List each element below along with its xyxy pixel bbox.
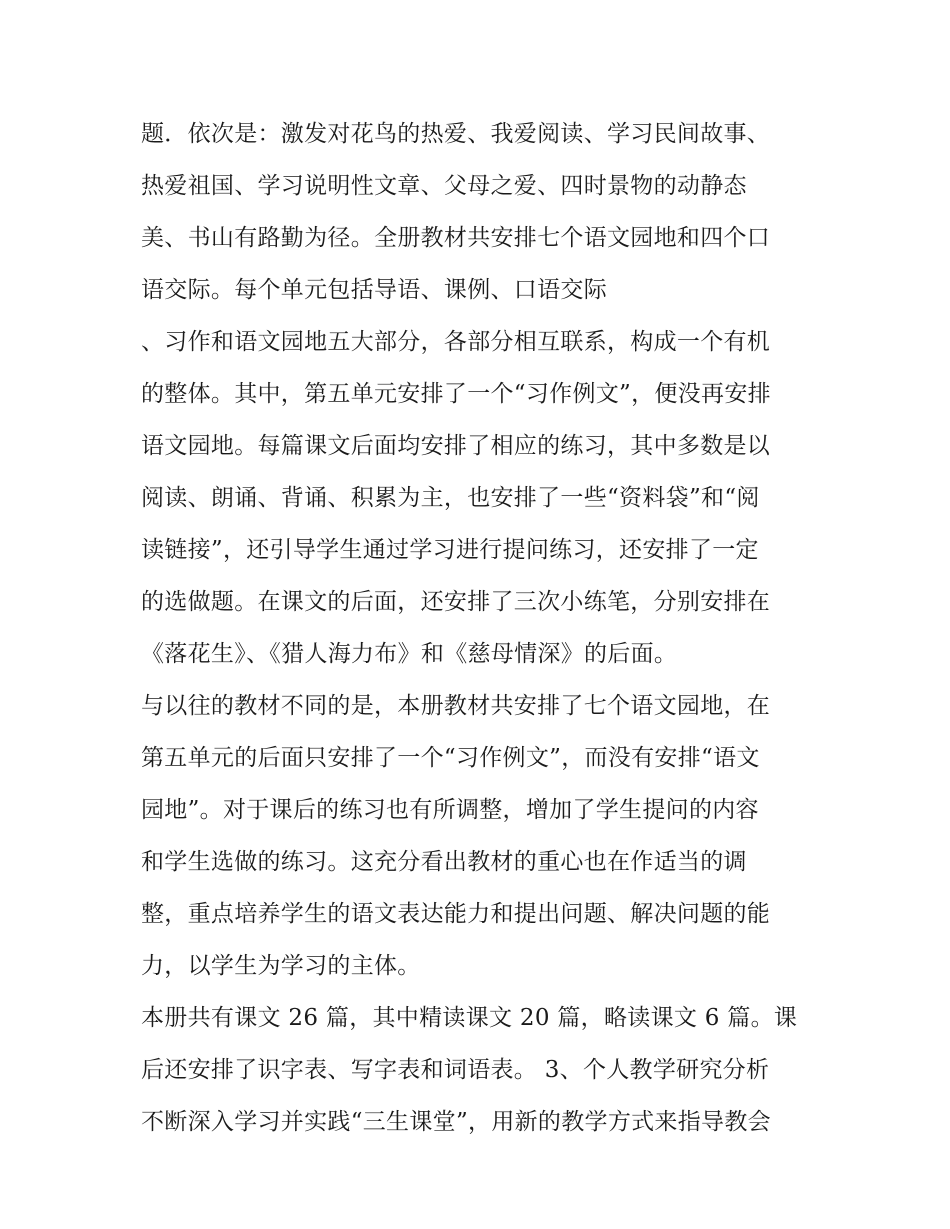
text-line: 阅读、朗诵、背诵、积累为主，也安排了一些“资料袋”和“阅 — [141, 485, 760, 511]
text-line: 热爱祖国、学习说明性文章、父母之爱、四时景物的动静态 — [141, 173, 747, 199]
text-line: 后还安排了识字表、写字表和词语表。 3、个人教学研究分析 — [141, 1057, 770, 1083]
text-line: 的选做题。在课文的后面，还安排了三次小练笔，分别安排在 — [141, 589, 771, 615]
text-line: 园地”。对于课后的练习也有所调整，增加了学生提问的内容 — [141, 797, 759, 823]
text-line: 不断深入学习并实践“三生课堂”，用新的教学方式来指导教会 — [141, 1109, 771, 1135]
text-line: 本册共有课文 26 篇，其中精读课文 20 篇，略读课文 6 篇。课 — [141, 1005, 798, 1031]
text-line: 的整体。其中，第五单元安排了一个“习作例文”，便没再安排 — [141, 381, 771, 407]
text-line: 美、书山有路勤为径。全册教材共安排七个语文园地和四个口 — [141, 225, 771, 251]
text-line: 与以往的教材不同的是，本册教材共安排了七个语文园地，在 — [141, 693, 771, 719]
text-line: 、习作和语文园地五大部分，各部分相互联系，构成一个有机 — [141, 329, 771, 355]
text-line: 《落花生》、《猎人海力布》和《慈母情深》的后面。 — [141, 641, 678, 667]
text-line: 语交际。每个单元包括导语、课例、口语交际 — [141, 277, 607, 303]
text-line: 题．依次是：激发对花鸟的热爱、我爱阅读、学习民间故事、 — [141, 121, 771, 147]
text-line: 语文园地。每篇课文后面均安排了相应的练习，其中多数是以 — [141, 433, 771, 459]
text-line: 读链接”，还引导学生通过学习进行提问练习，还安排了一定 — [141, 537, 759, 563]
body-text — [141, 108, 821, 1148]
text-line: 力，以学生为学习的主体。 — [141, 953, 421, 979]
text-line: 和学生选做的练习。这充分看出教材的重心也在作适当的调 — [141, 849, 747, 875]
text-line: 第五单元的后面只安排了一个“习作例文”，而没有安排“语文 — [141, 745, 760, 771]
text-line: 整，重点培养学生的语文表达能力和提出问题、解决问题的能 — [141, 901, 771, 927]
